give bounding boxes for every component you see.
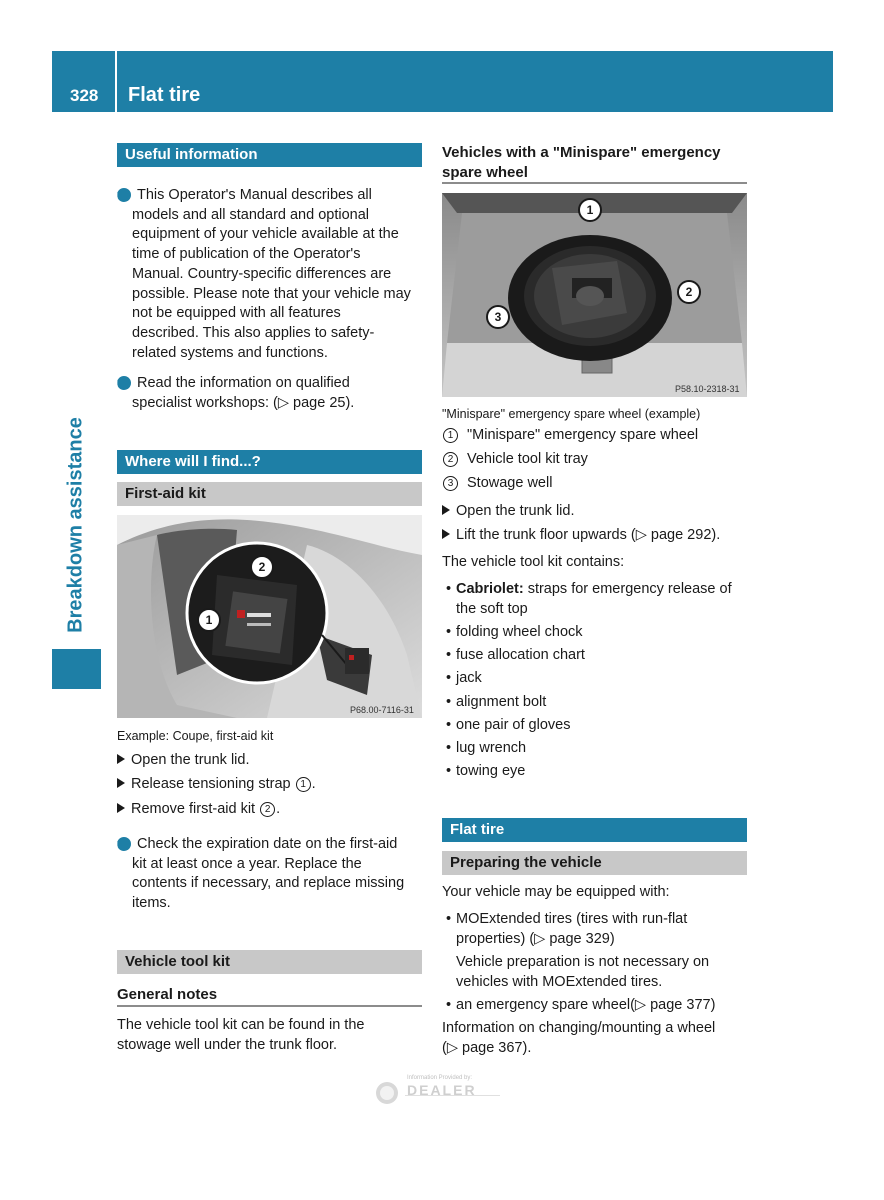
tool-kit-text: The vehicle tool kit can be found in the stowage well under the trunk floor. (117, 1017, 365, 1053)
list-item: • Cabriolet: straps for emergency release of the soft top (446, 581, 732, 617)
side-section-label: Breakdown assistance (64, 417, 87, 633)
spare-wheel-illustration (442, 193, 747, 397)
list-item: • folding wheel chock (446, 624, 583, 640)
list-item: • alignment bolt (446, 694, 547, 710)
callout-3: 3 (486, 305, 510, 329)
step-arrow-icon (442, 505, 450, 515)
number-1-icon: 1 (443, 428, 458, 443)
wheel-change-info: Information on changing/mounting a wheel (▷ page 367). (442, 1019, 752, 1058)
callout-2: 2 (250, 555, 274, 579)
page-reference-link[interactable]: (▷ page 367). (442, 1039, 532, 1056)
general-notes-heading: General notes (117, 986, 218, 1003)
photo-code: P68.00-7116-31 (350, 705, 414, 715)
divider (117, 1005, 422, 1007)
equipped-intro: Your vehicle may be equipped with: (442, 884, 670, 900)
preparing-vehicle-heading: Preparing the vehicle (442, 851, 747, 875)
tool-kit-contains: The vehicle tool kit contains: (442, 554, 625, 570)
callout-2: 2 (677, 280, 701, 304)
minispare-caption: "Minispare" emergency spare wheel (example) (442, 407, 701, 421)
info-icon: i (117, 376, 131, 390)
minispare-photo (442, 193, 747, 397)
expiration-note: i Check the expiration date on the first-aid kit at least once a year. Replace the contents if necessary, and replace missing items. (114, 836, 405, 912)
list-item: • fuse allocation chart (446, 647, 585, 663)
step-arrow-icon (117, 803, 125, 813)
callout-1: 1 (197, 608, 221, 632)
list-item: • one pair of gloves (446, 717, 571, 733)
page-number: 328 (70, 86, 99, 105)
number-2-icon: 2 (443, 452, 458, 467)
page-reference-link[interactable]: specialist workshops: (▷ page 25). (132, 394, 355, 411)
useful-info-heading: Useful information (117, 143, 422, 167)
header-divider (115, 51, 117, 112)
divider (442, 182, 747, 184)
step-release-strap: Release tensioning strap 1 . (117, 775, 316, 795)
step-open-trunk: Open the trunk lid. (442, 502, 575, 522)
trunk-illustration (117, 515, 422, 718)
list-item: • jack (446, 670, 482, 686)
useful-info-note: i This Operator's Manual describes all models and all standard and optional equipment of your vehicle available at the time of publication of the Operator's Manual. Country-specific differences are possible. Please note that your vehicle may not be equipped with all features described. This also applies to safety- related systems and functions. (114, 187, 411, 361)
flat-tire-heading: Flat tire (442, 818, 747, 842)
legend-item-3: 3 Stowage well (442, 474, 552, 494)
minispare-heading: Vehicles with a "Minispare" emergency spare wheel (442, 144, 721, 181)
list-item: • lug wrench (446, 740, 527, 756)
number-1-icon: 1 (296, 777, 311, 792)
photo-code: P58.10-2318-31 (675, 384, 740, 394)
list-item: • towing eye (446, 763, 526, 779)
step-remove-kit: Remove first-aid kit 2 . (117, 800, 280, 820)
where-heading: Where will I find...? (117, 450, 422, 474)
list-item: • MOExtended tires (tires with run-flat properties) (▷ page 329) Vehicle preparation is not necessary on vehicles with MOExtended tires. (446, 911, 710, 991)
number-3-icon: 3 (443, 476, 458, 491)
step-open-trunk: Open the trunk lid. (117, 751, 250, 771)
chapter-title: Flat tire (128, 84, 201, 106)
first-aid-caption: Example: Coupe, first-aid kit (117, 729, 274, 743)
step-lift-floor: Lift the trunk floor upwards (▷ page 292). (442, 526, 720, 546)
info-icon: i (117, 837, 131, 851)
info-icon: i (117, 188, 131, 202)
step-arrow-icon (117, 778, 125, 788)
step-arrow-icon (117, 754, 125, 764)
first-aid-kit-photo (117, 515, 422, 718)
side-tab-marker (52, 649, 101, 689)
tool-kit-heading: Vehicle tool kit (117, 950, 422, 974)
number-2-icon: 2 (260, 802, 275, 817)
workshop-note: i Read the information on qualified specialist workshops: (▷ page 25). (117, 374, 427, 413)
first-aid-heading: First-aid kit (117, 482, 422, 506)
dealer-watermark: Information Provided by: DEALER (375, 1073, 505, 1113)
step-arrow-icon (442, 529, 450, 539)
legend-item-2: 2 Vehicle tool kit tray (442, 450, 588, 470)
list-item: • an emergency spare wheel(▷ page 377) (446, 997, 716, 1013)
callout-1: 1 (578, 198, 602, 222)
legend-item-1: 1 "Minispare" emergency spare wheel (442, 426, 698, 446)
